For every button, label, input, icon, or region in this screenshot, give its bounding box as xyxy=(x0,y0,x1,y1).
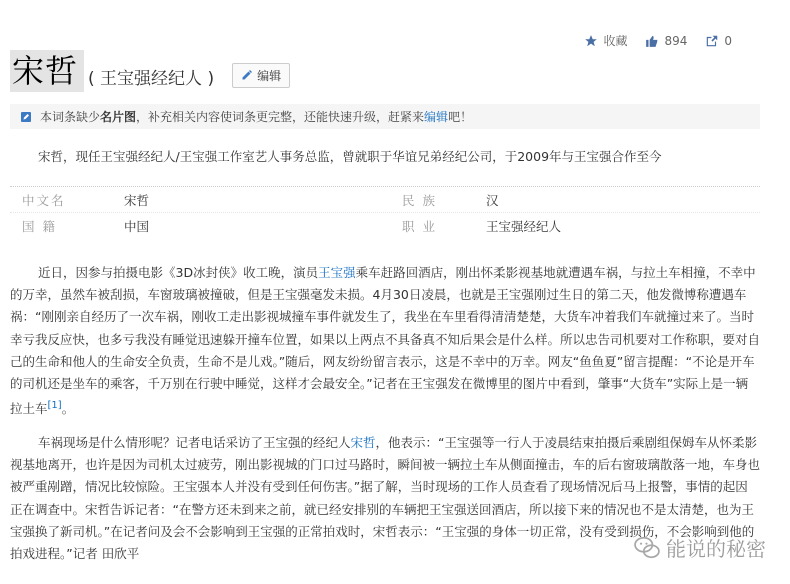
wechat-watermark xyxy=(634,533,766,562)
favorite-button[interactable] xyxy=(584,32,627,49)
notice-suffix: 吧！ xyxy=(448,110,473,124)
info-label: 国 籍 xyxy=(22,218,57,234)
edit-note-icon xyxy=(20,111,32,123)
para-text: ，他表示：“王宝强等一行人于凌晨结束拍摄后乘剧组保姆车从怀柔影视基地离开，也许是因为司机太过疲劳，刚出影视城的门口过马路时，瞬间被一辆拉土车从侧面撞击，车的后右窗玻璃散落一地，车身也被严重剐蹭，情况比较惊险。王宝强本人并没有受到任何伤害。”据了解，当时现场的工作人员查看了现场情况后马上报警，事情的起因正在调查中。宋哲告诉记者：“在警方还未到来之前，就已经安排别的车辆把王宝强送回酒店，所以接下来的情况也不是太清楚，也为王宝强换了新司机。”在记者问及会不会影响到王宝强的正常拍戏时，宋哲表示：“王宝强的身体一切正常，没有受到损伤，不会影响到他的拍戏进程。”记者 田欣平 xyxy=(10,435,761,562)
info-label: 职 业 xyxy=(402,218,437,234)
notice-bold: 名片图 xyxy=(100,110,137,124)
info-value: 中国 xyxy=(124,218,150,234)
favorite-label: 收藏 xyxy=(603,34,628,48)
share-icon xyxy=(705,34,719,48)
notice-prefix: 本词条缺少 xyxy=(40,110,101,124)
edit-label: 编辑 xyxy=(257,68,282,83)
info-row xyxy=(10,212,760,238)
like-button[interactable] xyxy=(645,32,687,49)
thumbs-up-icon xyxy=(645,34,659,48)
notice-middle: ，补充相关内容使词条更完整，还能快速升级，赶紧来 xyxy=(136,110,425,124)
reference-link[interactable]: [1] xyxy=(47,400,62,412)
share-button[interactable] xyxy=(705,32,732,49)
info-label: 中文名 xyxy=(22,192,66,208)
missing-image-notice xyxy=(10,104,760,129)
info-row xyxy=(10,187,760,212)
info-value: 宋哲 xyxy=(124,192,150,208)
para-text: 车祸现场是什么情形呢？记者电话采访了王宝强的经纪人 xyxy=(38,435,351,450)
info-value: 王宝强经纪人 xyxy=(486,218,562,234)
title-row xyxy=(10,50,290,92)
notice-edit-link[interactable]: 编辑 xyxy=(424,110,449,124)
para-text: 。 xyxy=(61,401,75,417)
like-count: 894 xyxy=(664,33,688,48)
share-count: 0 xyxy=(724,33,732,48)
pencil-icon xyxy=(241,69,253,81)
info-label: 民 族 xyxy=(402,192,437,208)
para-text: 乘车赶路回酒店，刚出怀柔影视基地就遭遇车祸，与拉土车相撞，不幸中的万幸，虽然车被刮损，车窗玻璃被撞破，但是王宝强毫发未损。4月30日凌晨，也就是王宝强刚过生日的第二天，他发微博称遭遇车祸：“刚刚亲自经历了一次车祸，刚收工走出影视城撞车事件就发生了，我坐在车里看得清清楚楚，大货车冲着我们车就撞过来了。当时幸亏我反应快，也多亏我没有睡觉迅速躲开撞车位置，如果以上两点不具备真不知后果会是什么样。所以忠告司机要对工作称职，要对自己的生命和他人的生命安全负责，生命不是儿戏。”随后，网友纷纷留言表示，这是不幸中的万幸。网友“鱼鱼夏”留言提醒：“不论是开车的司机还是坐车的乘客，千万别在行驶中睡觉，这样才会最安全。”记者在王宝强发在微博里的图片中看到，肇事“大货车”实际上是一辆拉土车 xyxy=(10,265,761,417)
article-actions xyxy=(584,32,732,49)
para-text: 近日，因参与拍摄电影《3D冰封侠》收工晚，演员 xyxy=(38,265,319,280)
watermark-text: 能说的秘密 xyxy=(666,537,766,561)
basic-info-table xyxy=(10,186,760,238)
star-icon xyxy=(584,34,598,48)
summary-text: 宋哲，现任王宝强经纪人/王宝强工作室艺人事务总监，曾就职于华谊兄弟经纪公司，于2009年与王宝强合作至今 xyxy=(38,149,662,164)
person-link-song-zhe[interactable]: 宋哲 xyxy=(350,435,376,450)
wechat-icon xyxy=(634,535,660,561)
person-link-wang-baoqiang[interactable]: 王宝强 xyxy=(318,265,356,280)
info-value: 汉 xyxy=(486,192,499,208)
body-paragraph-1 xyxy=(10,262,760,421)
page-title: 宋哲 xyxy=(10,50,84,92)
edit-button[interactable] xyxy=(232,63,290,88)
page-subtitle: ( 王宝强经纪人 ) xyxy=(88,68,215,89)
